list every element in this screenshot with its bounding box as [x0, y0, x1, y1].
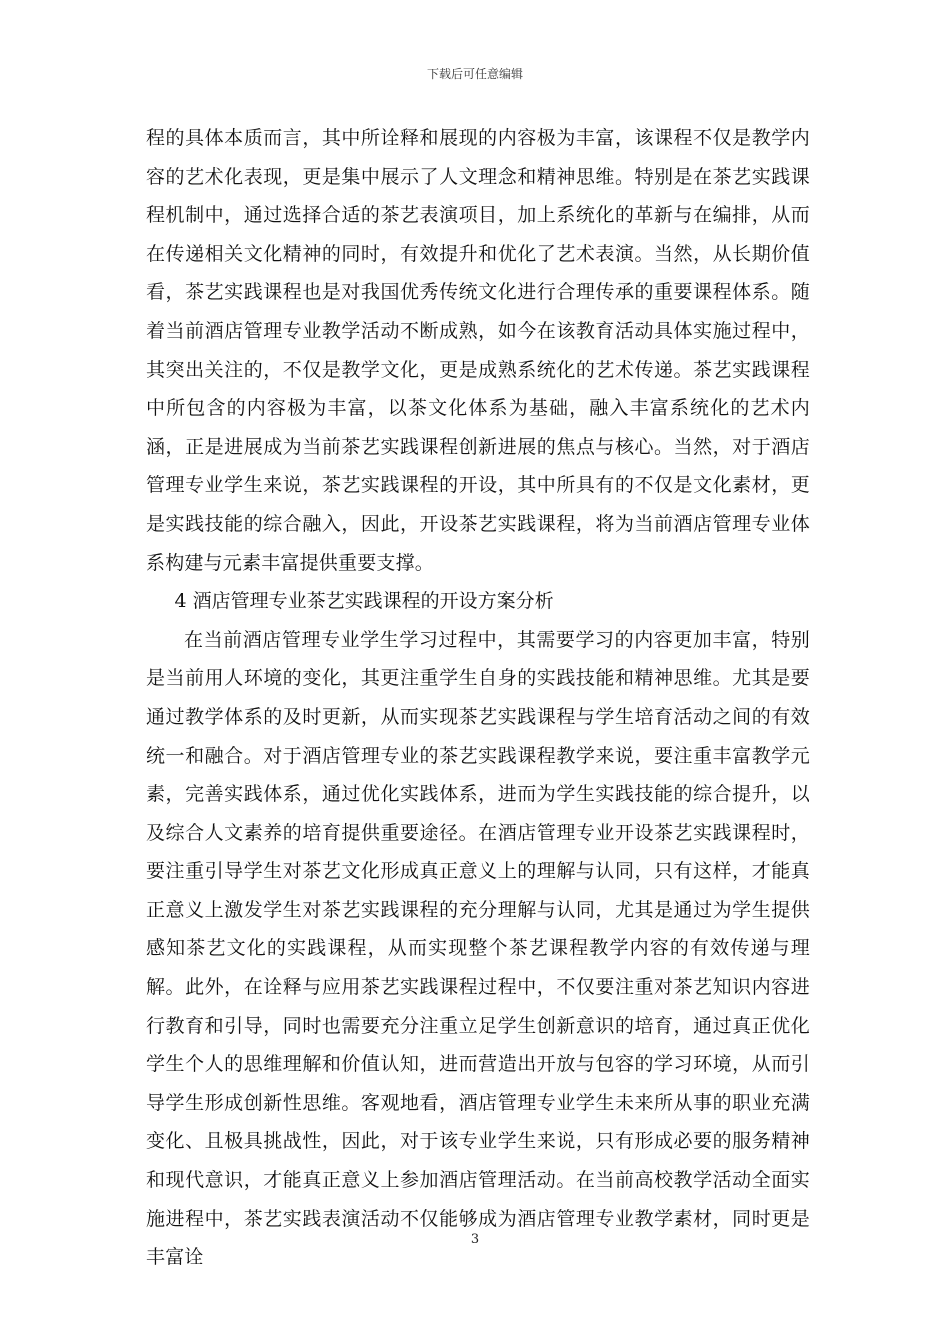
- body-paragraph: 在当前酒店管理专业学生学习过程中，其需要学习的内容更加丰富，特别是当前用人环境的变化，其更注重学生自身的实践技能和精神思维。尤其是要通过教学体系的及时更新，从而实现茶艺实践课程与学生培育活动之间的有效统一和融合。对于酒店管理专业的茶艺实践课程教学来说，要注重丰富教学元素，完善实践体系，通过优化实践体系，进而为学生实践技能的综合提升，以及综合人文素养的培育提供重要途径。在酒店管理专业开设茶艺实践课程时，要注重引导学生对茶艺文化形成真正意义上的理解与认同，只有这样，才能真正意义上激发学生对茶艺实践课程的充分理解与认同，尤其是通过为学生提供感知茶艺文化的实践课程，从而实现整个茶艺课程教学内容的有效传递与理解。此外，在诠释与应用茶艺实践课程过程中，不仅要注重对茶艺知识内容进行教育和引导，同时也需要充分注重立足学生创新意识的培育，通过真正优化学生个人的思维理解和价值认知，进而营造出开放与包容的学习环境，从而引导学生形成创新性思维。客观地看，酒店管理专业学生未来所从事的职业充满变化、且极具挑战性，因此，对于该专业学生来说，只有形成必要的服务精神和现代意识，才能真正意义上参加酒店管理活动。在当前高校教学活动全面实施进程中，茶艺实践表演活动不仅能够成为酒店管理专业教学素材，同时更是丰富诠: [146, 628, 810, 1269]
- section-heading: 4 酒店管理专业茶艺实践课程的开设方案分析: [174, 590, 554, 613]
- page-number: 3: [470, 1232, 480, 1247]
- page-header: 下载后可任意编辑: [426, 67, 523, 81]
- document-body: [146, 119, 810, 1277]
- body-paragraph: 程的具体本质而言，其中所诠释和展现的内容极为丰富，该课程不仅是教学内容的艺术化表现，更是集中展示了人文理念和精神思维。特别是在茶艺实践课程机制中，通过选择合适的茶艺表演项目，加上系统化的革新与在编排，从而在传递相关文化精神的同时，有效提升和优化了艺术表演。当然，从长期价值看，茶艺实践课程也是对我国优秀传统文化进行合理传承的重要课程体系。随着当前酒店管理专业教学活动不断成熟，如今在该教育活动具体实施过程中，其突出关注的，不仅是教学文化，更是成熟系统化的艺术传递。茶艺实践课程中所包含的内容极为丰富，以茶文化体系为基础，融入丰富系统化的艺术内涵，正是进展成为当前茶艺实践课程创新进展的焦点与核心。当然，对于酒店管理专业学生来说，茶艺实践课程的开设，其中所具有的不仅是文化素材，更是实践技能的综合融入，因此，开设茶艺实践课程，将为当前酒店管理专业体系构建与元素丰富提供重要支撑。: [146, 127, 810, 574]
